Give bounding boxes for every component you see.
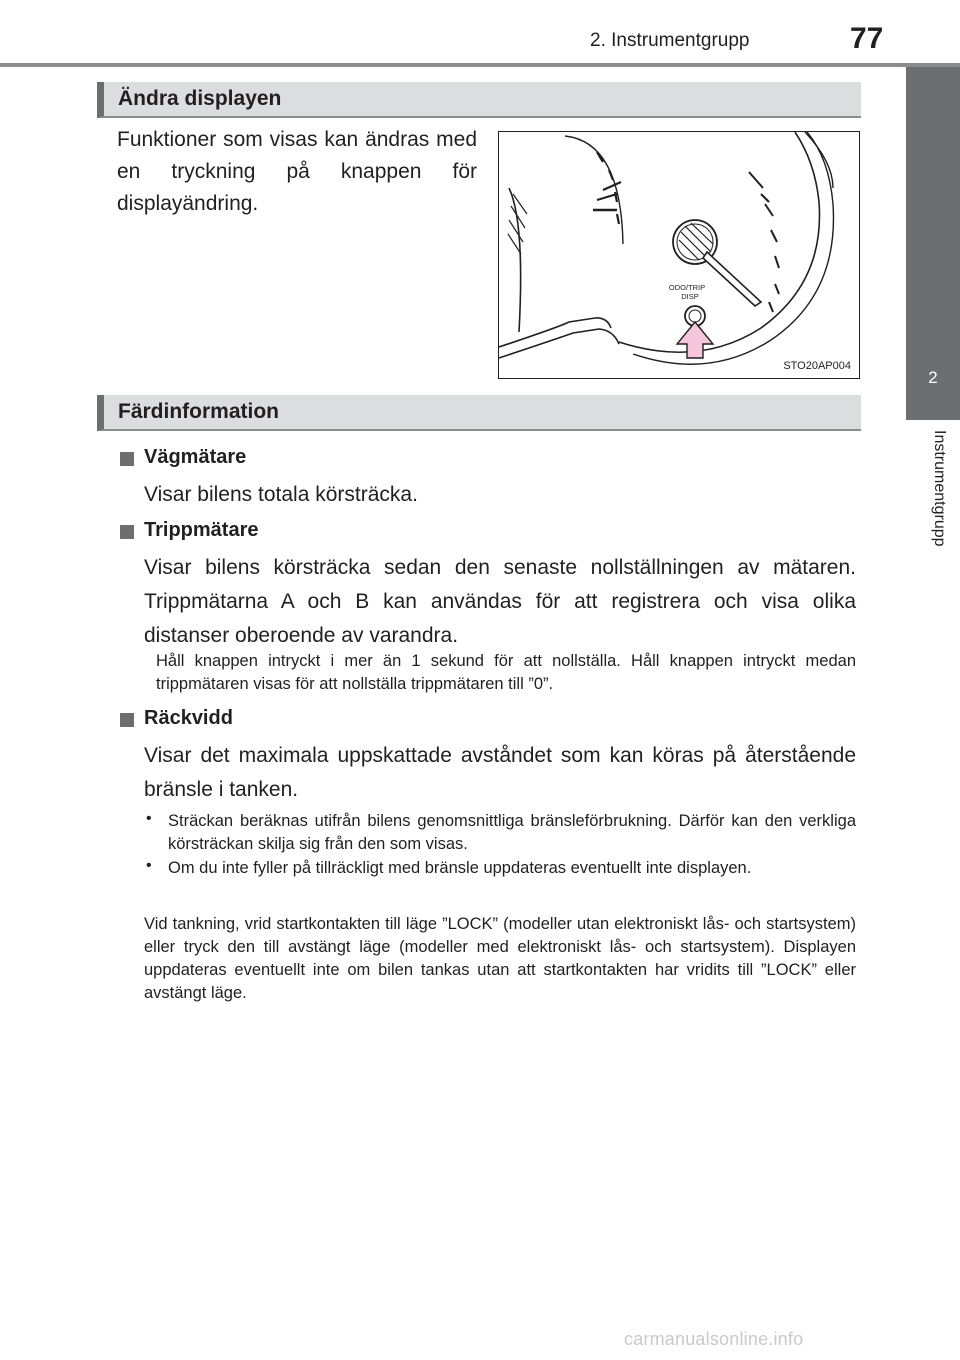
square-bullet-icon [120,452,134,466]
odometer-heading: Vägmätare [144,446,247,468]
page-number: 77 [850,22,884,55]
section-heading-text: Färdinformation [118,400,279,423]
range-text: Visar det maximala uppskattade avståndet som kan köras på återstående bränsle i tanken. [144,744,856,801]
refuel-note: Vid tankning, vrid startkontakten till läge ”LOCK” (modeller utan elektroniskt lås- och startsystem) eller tryck den till avstängt läge (modeller med elektroniskt lås- och startsystem). Displayen uppdateras eventuellt inte om bilen tankas utan att startkontakten har vridits till ”LOCK” eller avstängt läge. [144,915,856,1002]
button-label-line1: ODO/TRIP [668,283,706,292]
square-bullet-icon [120,713,134,727]
button-label-line2: DISP [681,292,699,301]
header-rule [0,63,960,67]
tripmeter-heading: Trippmätare [144,519,259,541]
cluster-illustration [499,132,859,378]
watermark: carmanualsonline.info [624,1329,804,1349]
intro-text: Funktioner som visas kan ändras med en tryckning på knappen för displayändring. [117,128,477,215]
tripmeter-note: Håll knappen intryckt i mer än 1 sekund för att nollställa. Håll knappen intryckt medan trippmätaren visas för att nollställa trippmätaren till ”0”. [156,652,856,693]
section-heading-text: Ändra displayen [118,87,282,110]
bullet-dot-icon: • [146,810,152,827]
odometer-text: Visar bilens totala körsträcka. [144,483,418,506]
bullet-dot-icon: • [146,857,152,874]
figure-code: STO20AP004 [783,360,851,372]
range-heading: Räckvidd [144,707,233,729]
range-bullet-1: Sträckan beräknas utifrån bilens genomsnittliga bränsleförbrukning. Därför kan den verkliga körsträckan skilja sig från den som visas. [168,812,856,853]
side-tab-bar [906,67,960,335]
instrument-cluster-figure [498,131,860,379]
side-tab-number: 2 [906,335,960,420]
chapter-title: 2. Instrumentgrupp [590,30,750,51]
square-bullet-icon [120,525,134,539]
range-bullet-2: Om du inte fyller på tillräckligt med bränsle uppdateras eventuellt inte displayen. [168,859,752,877]
section-heading-trip-information [97,395,861,431]
side-tab-label: Instrumentgrupp [931,430,948,547]
section-heading-change-display [97,82,861,118]
tripmeter-text: Visar bilens körsträcka sedan den senaste nollställningen av mätaren. Trippmätarna A och B kan användas för att registrera och visa olika distanser oberoende av varandra. [144,556,856,647]
